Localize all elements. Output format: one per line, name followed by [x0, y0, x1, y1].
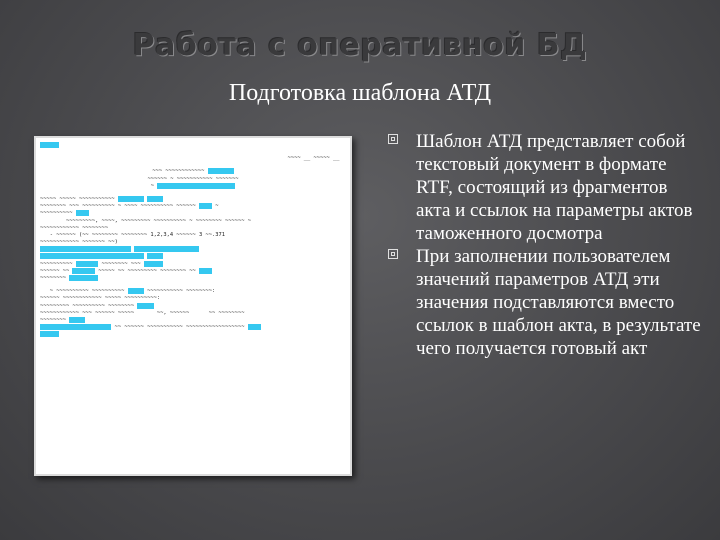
- square-bullet-icon: [388, 134, 398, 144]
- bullet-text: При заполнении пользователем значений параметров АТД эти значения подставляются вместо ссылок в шаблон акта, в результате чего получается готовый акт: [416, 246, 701, 359]
- square-bullet-icon: [388, 249, 398, 259]
- bullet-item: [388, 245, 706, 360]
- slide-title: Работа с оперативной БД: [132, 28, 588, 63]
- slide-subtitle: Подготовка шаблона АТД: [228, 80, 492, 106]
- document-template-image: ~~~~ __ ~~~~~ __ ~~~ ~~~~~~~~~~~~ ~~~~~~ ~ ~~~~~~~~~~~ ~~~~~~~ ~ ~~~~~ ~~~~~ ~~~~~~~~~~~ ~~~~~~~~ ~~~ ~~~~~~~~~~ ~ ~~~~ ~~~~~~~~~~ ~~~~~~ ~ ~~~~~~~~~~ ~~~~~~~~~, ~~~~, ~~~~~~~~~ ~~~~~~~~~~ ~ ~~~~~~~~ ~~~~~~ ~ ~~~~~~~~~~~~ ~~~~~~~~ - ~~~~~~ (~~ ~~~~~~~~ ~~~~~~~~ 1,2,3,4 ~~~~~~ 3 ~~.371 ~~~~~~~~~~~~ ~~~~~~~ ~~) ~~~~~~~~~~ ~~~~~~~~ ~~~ ~~~~~~ ~~ ~~~~~ ~~ ~~~~~~~~~ ~~~~~~~~ ~~ ~~~~~~~~ ~ ~~~~~~~~~~ ~~~~~~~~~~ ~~~~~~~~~~~ ~~~~~~~~: ~~~~~~ ~~~~~~~~~~~~ ~~~~~ ~~~~~~~~~~: ~~~~~~~~~ ~~~~~~~~~~ ~~~~~~~~ ~~~~~~~~~~~~ ~~~ ~~~~~~ ~~~~~ ~~, ~~~~~~ ~~ ~~~~~~~~ ~~~~~~~~ ~~ ~~~~~~ ~~~~~~~~~~~ ~~~~~~~~~~~~~~~~~~: [34, 136, 352, 476]
- bullet-text: Шаблон АТД представляет собой текстовый документ в формате RTF, состоящий из фрагментов акта и ссылок на параметры актов таможенного досмотра: [416, 131, 693, 244]
- bullet-item: [388, 130, 706, 245]
- bullet-list: [388, 130, 706, 360]
